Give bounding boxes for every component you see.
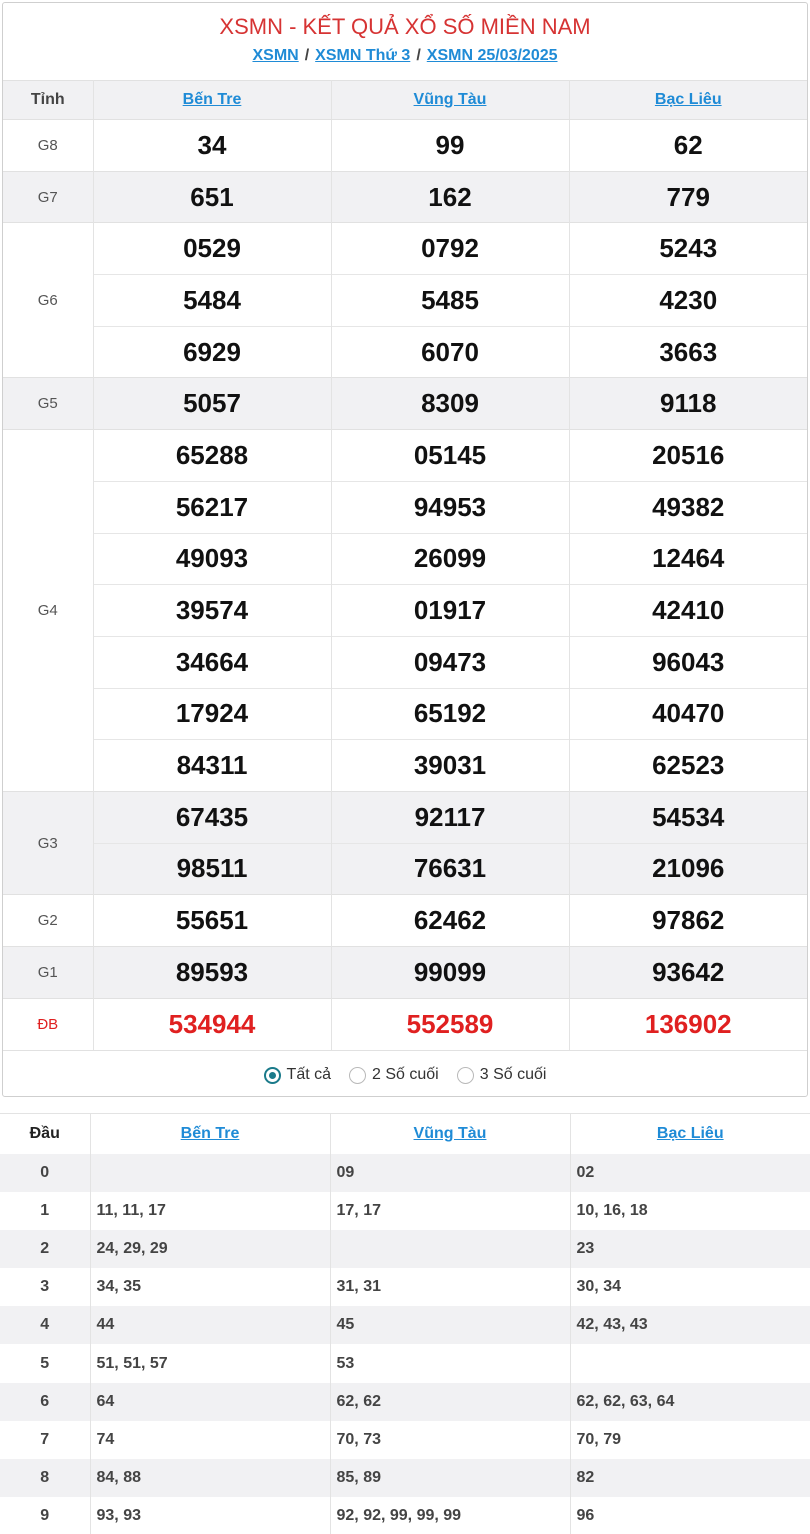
column-header-province [330,1114,570,1154]
prize-row [3,120,807,172]
prize-number: 17924 [93,688,331,740]
prize-number: 49382 [569,481,807,533]
prize-row [3,636,807,688]
prize-number: 98511 [93,843,331,895]
prize-number: 55651 [93,895,331,947]
prize-number: 779 [569,171,807,223]
results-body [3,120,807,1050]
loto-head-digit: 7 [0,1421,90,1459]
loto-values [330,1230,570,1268]
loto-row [0,1192,810,1230]
province-link-ben-tre[interactable]: Bến Tre [182,91,242,108]
loto-head-digit: 3 [0,1268,90,1306]
prize-row [3,688,807,740]
page-title: XSMN - KẾT QUẢ XỔ SỐ MIỀN NAM [219,14,591,39]
prize-number: 76631 [331,843,569,895]
loto-province-link-vung-tau[interactable]: Vũng Tàu [413,1124,487,1142]
loto-values: 92, 92, 99, 99, 99 [330,1497,570,1534]
prize-number: 651 [93,171,331,223]
prize-number: 97862 [569,895,807,947]
loto-head-digit: 8 [0,1459,90,1497]
column-header-province [331,81,569,120]
loto-row [0,1497,810,1534]
loto-values: 30, 34 [576,1278,621,1296]
loto-values: 96 [576,1507,595,1525]
prize-number: 65288 [93,430,331,482]
prize-row [3,791,807,843]
prize-label: G7 [3,171,93,223]
loto-province-link-ben-tre[interactable]: Bến Tre [180,1124,240,1142]
prize-row [3,843,807,895]
prize-number: 9118 [569,378,807,430]
breadcrumb [3,47,807,65]
loto-values: 53 [330,1344,570,1382]
loto-province-link-bac-lieu[interactable]: Bạc Liêu [656,1124,724,1142]
column-header-province-label: Tỉnh [3,81,93,120]
loto-values [90,1154,330,1192]
breadcrumb-separator: / [416,47,421,64]
prize-label: G8 [3,120,93,172]
prize-number: 6070 [331,326,569,378]
loto-values: 74 [90,1421,330,1459]
prize-label: G4 [3,430,93,792]
filter-option[interactable] [349,1066,439,1084]
prize-number: 12464 [569,533,807,585]
prize-row [3,998,807,1050]
breadcrumb-link-weekday[interactable]: XSMN Thứ 3 [315,47,411,64]
loto-values: 23 [570,1230,810,1268]
prize-row [3,947,807,999]
loto-head-digit: 4 [0,1306,90,1344]
prize-number: 67435 [93,791,331,843]
prize-row [3,171,807,223]
filter-option[interactable] [457,1066,547,1084]
loto-values: 02 [570,1154,810,1192]
loto-values: 82 [570,1459,810,1497]
loto-values: 34, 35 [90,1268,330,1306]
prize-label: ĐB [3,998,93,1050]
province-link-vung-tau[interactable]: Vũng Tàu [413,91,487,108]
prize-number: 99 [331,120,569,172]
prize-number: 09473 [331,636,569,688]
prize-row [3,378,807,430]
column-header-province [93,81,331,120]
special-prize-number: 552589 [331,998,569,1050]
prize-number: 6929 [93,326,331,378]
prize-number: 3663 [569,326,807,378]
prize-number: 5485 [331,275,569,327]
prize-number: 65192 [331,688,569,740]
loto-values: 62, 62 [330,1383,570,1421]
loto-values: 31, 31 [330,1268,570,1306]
loto-values: 44 [90,1306,330,1344]
results-header-row [3,81,807,120]
loto-values: 70, 73 [330,1421,570,1459]
results-panel [2,2,808,1097]
radio-unchecked-icon[interactable] [349,1067,366,1084]
breadcrumb-separator: / [304,47,310,64]
prize-number: 5484 [93,275,331,327]
loto-values: 10, 16, 18 [576,1201,648,1219]
loto-row [0,1459,810,1497]
prize-label: G2 [3,895,93,947]
loto-values: 42, 43, 43 [570,1306,810,1344]
filter-option-label: Tất cả [286,1066,332,1084]
loto-values: 85, 89 [330,1459,570,1497]
prize-row [3,895,807,947]
prize-row [3,481,807,533]
prize-number: 96043 [569,636,807,688]
prize-row [3,585,807,637]
loto-values: 51, 51, 57 [90,1344,330,1382]
prize-number: 01917 [331,585,569,637]
loto-values: 17, 17 [330,1192,570,1230]
loto-head-digit: 9 [0,1497,90,1534]
loto-body [0,1154,810,1534]
prize-number: 89593 [93,947,331,999]
prize-number: 62 [569,120,807,172]
loto-table [0,1113,810,1534]
prize-label: G5 [3,378,93,430]
loto-values: 24, 29, 29 [90,1230,330,1268]
prize-number: 26099 [331,533,569,585]
prize-number: 99099 [331,947,569,999]
prize-number: 5243 [569,223,807,275]
loto-row [0,1383,810,1421]
prize-number: 0529 [93,223,331,275]
radio-unchecked-icon[interactable] [457,1067,474,1084]
prize-number: 49093 [93,533,331,585]
prize-label: G6 [3,223,93,378]
loto-values: 64 [90,1383,330,1421]
prize-number: 0792 [331,223,569,275]
loto-values: 45 [330,1306,570,1344]
loto-row [0,1306,810,1344]
loto-values: 84, 88 [90,1459,330,1497]
prize-number: 4230 [569,275,807,327]
loto-head-digit: 5 [0,1344,90,1382]
loto-panel [0,1113,810,1534]
prize-row [3,223,807,275]
column-header-province [570,1114,810,1154]
prize-row [3,430,807,482]
prize-number: 5057 [93,378,331,430]
column-header-head: Đầu [0,1114,90,1154]
filter-option[interactable] [264,1066,331,1084]
prize-number: 94953 [331,481,569,533]
prize-row [3,533,807,585]
loto-head-digit: 0 [0,1154,90,1192]
prize-label: G1 [3,947,93,999]
prize-number: 93642 [569,947,807,999]
prize-number: 05145 [331,430,569,482]
prize-number: 34 [93,120,331,172]
prize-number: 42410 [569,585,807,637]
prize-number: 54534 [569,791,807,843]
prize-number: 62523 [569,740,807,792]
loto-row [0,1230,810,1268]
prize-number: 21096 [569,843,807,895]
loto-values: 93, 93 [90,1497,330,1534]
prize-number: 39031 [331,740,569,792]
column-header-province [90,1114,330,1154]
column-header-province [569,81,807,120]
loto-head-digit: 2 [0,1230,90,1268]
loto-head-digit: 6 [0,1383,90,1421]
loto-row [0,1154,810,1192]
prize-number: 92117 [331,791,569,843]
loto-values: 11, 11, 17 [90,1192,330,1230]
results-header [3,3,807,80]
loto-row [0,1421,810,1459]
prize-number: 20516 [569,430,807,482]
results-table [3,80,807,1050]
prize-number: 62462 [331,895,569,947]
breadcrumb-link-xsmn[interactable]: XSMN [252,47,299,64]
breadcrumb-link-date[interactable]: XSMN 25/03/2025 [426,47,558,64]
loto-row [0,1268,810,1306]
prize-number: 39574 [93,585,331,637]
loto-values: 70, 79 [576,1430,621,1448]
special-prize-number: 534944 [93,998,331,1050]
prize-number: 8309 [331,378,569,430]
province-link-bac-lieu[interactable]: Bạc Liêu [654,91,722,108]
filter-option-label: 3 Số cuối [479,1066,547,1084]
loto-values: 62, 62, 63, 64 [570,1383,810,1421]
radio-checked-icon[interactable] [264,1067,281,1084]
loto-values: 09 [330,1154,570,1192]
prize-number: 162 [331,171,569,223]
prize-number: 34664 [93,636,331,688]
prize-label: G3 [3,791,93,894]
prize-number: 40470 [569,688,807,740]
prize-row [3,326,807,378]
loto-values [570,1344,810,1382]
digit-filter [3,1050,807,1100]
loto-head-digit: 1 [0,1192,90,1230]
prize-row [3,275,807,327]
prize-number: 56217 [93,481,331,533]
filter-option-label: 2 Số cuối [372,1066,439,1084]
special-prize-number: 136902 [569,998,807,1050]
prize-number: 84311 [93,740,331,792]
prize-row [3,740,807,792]
loto-row [0,1344,810,1382]
loto-header-row [0,1114,810,1154]
